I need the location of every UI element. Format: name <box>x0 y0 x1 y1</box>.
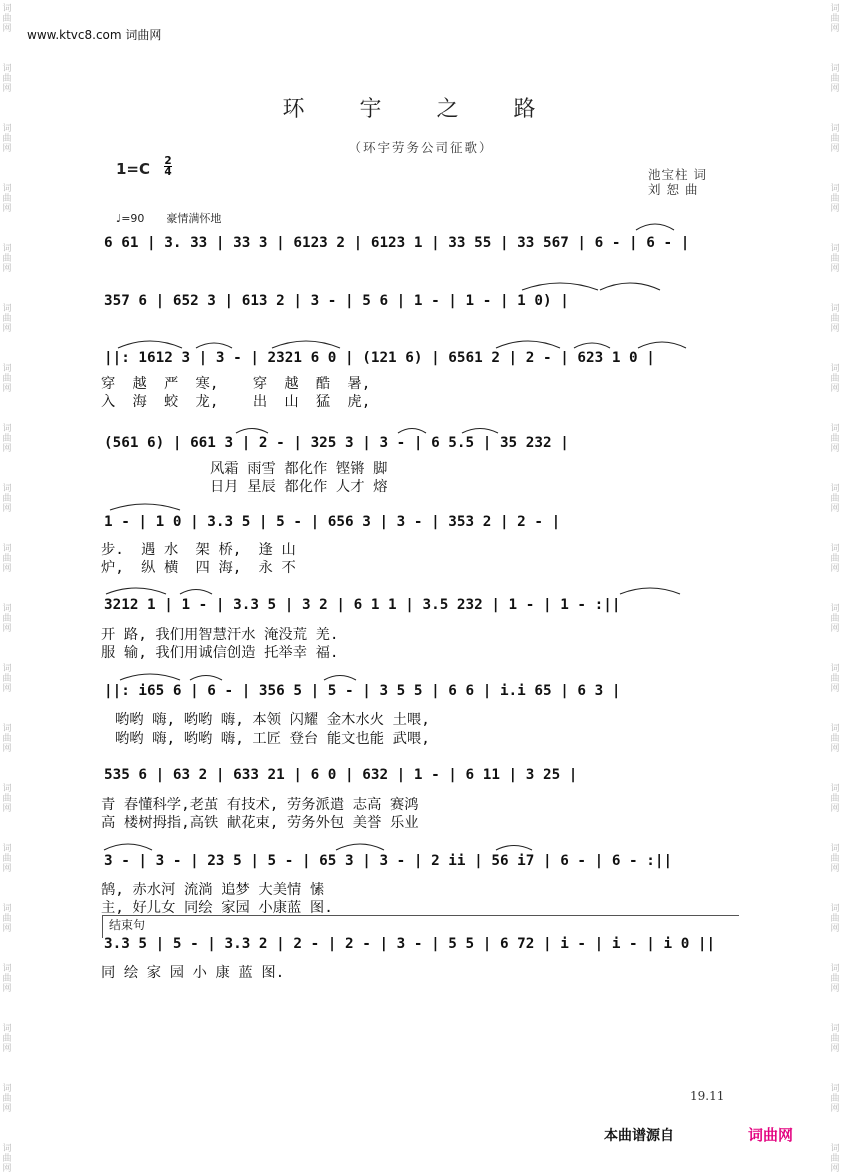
score-row-1: 6 61 | 3. 33 | 33 3 | 6123 2 | 6123 1 | 33 55 | 33 567 | 6 - | 6 - | <box>104 235 690 251</box>
lyrics-row-7-verse-1: 哟哟 嗨, 哟哟 嗨, 本领 闪耀 金木水火 土喂, <box>115 712 430 728</box>
composer-credit: 刘 恕 曲 <box>648 182 699 197</box>
score-row-6: 3212 1 | 1 - | 3.3 5 | 3 2 | 6 1 1 | 3.5 232 | 1 - | 1 - :|| <box>104 597 621 613</box>
expression-mark: 豪情满怀地 <box>166 212 222 225</box>
watermark-mark: 词 曲 网 <box>830 544 840 574</box>
watermark-mark: 词 曲 网 <box>2 424 12 454</box>
lyrics-row-4-verse-1: 风霜 雨雪 都化作 铿锵 脚 <box>210 461 388 477</box>
lyrics-row-9-verse-2: 主, 好儿女 同绘 家园 小康蓝 图. <box>101 900 333 916</box>
score-row-4: (561 6) | 661 3 | 2 - | 325 3 | 3 - | 6 5.5 | 35 232 | <box>104 435 569 451</box>
watermark-mark: 词 曲 网 <box>830 1144 840 1174</box>
song-subtitle: （环宇劳务公司征歌） <box>348 140 494 155</box>
score-row-7: ||: i65 6 | 6 - | 356 5 | 5 - | 3 5 5 | 6 6 | i.i 65 | 6 3 | <box>104 683 621 699</box>
lyricist-credit: 池宝柱 词 <box>648 167 707 182</box>
slur <box>574 343 610 348</box>
slur <box>522 283 598 290</box>
watermark-mark: 词 曲 网 <box>830 484 840 514</box>
slur <box>104 844 152 850</box>
watermark-mark: 词 曲 网 <box>830 124 840 154</box>
watermark-mark: 词 曲 网 <box>830 784 840 814</box>
watermark-mark: 词 曲 网 <box>830 4 840 34</box>
watermark-mark: 词 曲 网 <box>2 244 12 274</box>
slur <box>180 590 212 595</box>
song-title: 环 宇 之 路 <box>282 97 560 122</box>
watermark-mark: 词 曲 网 <box>830 184 840 214</box>
watermark-mark: 词 曲 网 <box>2 124 12 154</box>
watermark-mark: 词 曲 网 <box>830 304 840 334</box>
watermark-mark: 词 曲 网 <box>830 844 840 874</box>
lyrics-row-4-verse-2: 日月 星辰 都化作 人才 熔 <box>210 479 388 495</box>
watermark-mark: 词 曲 网 <box>2 64 12 94</box>
watermark-mark: 词 曲 网 <box>830 604 840 634</box>
lyrics-row-3-verse-2: 入 海 蛟 龙, 出 山 猛 虎, <box>101 394 371 410</box>
watermark-mark: 词 曲 网 <box>2 664 12 694</box>
slur <box>120 674 180 680</box>
slur <box>638 342 686 348</box>
watermark-mark: 词 曲 网 <box>830 664 840 694</box>
watermark-mark: 词 曲 网 <box>2 964 12 994</box>
watermark-mark: 词 曲 网 <box>2 1144 12 1174</box>
lyrics-row-6-verse-2: 服 输, 我们用诚信创造 托举幸 福. <box>101 645 339 661</box>
watermark-mark: 词 曲 网 <box>830 1024 840 1054</box>
slur <box>462 429 498 434</box>
watermark-mark: 词 曲 网 <box>830 904 840 934</box>
slur <box>336 844 384 850</box>
watermark-mark: 词 曲 网 <box>2 364 12 394</box>
site-url[interactable]: www.ktvc8.com 词曲网 <box>27 28 162 42</box>
slur <box>496 341 560 348</box>
watermark-mark: 词 曲 网 <box>830 1084 840 1114</box>
watermark-mark: 词 曲 网 <box>2 484 12 514</box>
watermark-mark: 词 曲 网 <box>2 1024 12 1054</box>
brand-logo[interactable]: 词曲网 <box>748 1126 794 1144</box>
watermark-mark: 词 曲 网 <box>2 1084 12 1114</box>
slur <box>600 283 660 290</box>
slur <box>620 588 680 594</box>
watermark-mark: 词 曲 网 <box>830 964 840 994</box>
watermark-mark: 词 曲 网 <box>2 184 12 214</box>
slur <box>118 341 182 348</box>
score-row-2: 357 6 | 652 3 | 613 2 | 3 - | 5 6 | 1 - | 1 - | 1 0) | <box>104 293 569 309</box>
ending-label: 结束句 <box>109 918 146 932</box>
slur <box>190 676 222 681</box>
key-signature: 1=C <box>116 160 151 178</box>
watermark-mark: 词 曲 网 <box>2 544 12 574</box>
watermark-mark: 词 曲 网 <box>830 64 840 94</box>
source-label: 本曲谱源自 <box>604 1128 674 1144</box>
lyrics-row-5-verse-2: 炉, 纵 横 四 海, 永 不 <box>101 560 296 576</box>
score-row-9: 3 - | 3 - | 23 5 | 5 - | 65 3 | 3 - | 2 ii | 56 i7 | 6 - | 6 - :|| <box>104 853 673 869</box>
score-row-3: ||: 1612 3 | 3 - | 2321 6 0 | (121 6) | 6561 2 | 2 - | 623 1 0 | <box>104 350 655 366</box>
time-top: 2 <box>164 155 172 167</box>
watermark-mark: 词 曲 网 <box>2 4 12 34</box>
watermark-mark: 词 曲 网 <box>830 244 840 274</box>
slur <box>496 846 532 851</box>
slur <box>110 504 180 510</box>
slur <box>106 588 166 594</box>
tempo-value: ♩=90 <box>116 212 145 225</box>
watermark-mark: 词 曲 网 <box>2 844 12 874</box>
date-stamp: 19.11 <box>690 1089 725 1103</box>
score-row-10: 3.3 5 | 5 - | 3.3 2 | 2 - | 2 - | 3 - | 5 5 | 6 72 | i - | i - | i 0 || <box>104 936 716 952</box>
lyrics-row-3-verse-1: 穿 越 严 寒, 穿 越 酷 暑, <box>101 376 371 392</box>
lyrics-row-10: 同 绘 家 园 小 康 蓝 图. <box>101 965 285 981</box>
watermark-mark: 词 曲 网 <box>2 784 12 814</box>
lyrics-row-8-verse-1: 青 春懂科学,老茧 有技术, 劳务派遣 志高 赛鸿 <box>101 797 419 813</box>
lyrics-row-8-verse-2: 高 楼树拇指,高铁 献花束, 劳务外包 美誉 乐业 <box>101 815 419 831</box>
time-bottom: 4 <box>164 166 172 178</box>
lyrics-row-6-verse-1: 开 路, 我们用智慧汗水 淹没荒 羌. <box>101 627 339 643</box>
slur <box>398 429 426 434</box>
watermark-mark: 词 曲 网 <box>830 724 840 754</box>
watermark-mark: 词 曲 网 <box>2 904 12 934</box>
slur <box>236 429 268 434</box>
slur <box>636 224 674 230</box>
lyrics-row-7-verse-2: 哟哟 嗨, 哟哟 嗨, 工匠 登台 能文也能 武喂, <box>115 731 430 747</box>
watermark-mark: 词 曲 网 <box>2 604 12 634</box>
watermark-mark: 词 曲 网 <box>830 424 840 454</box>
score-row-5: 1 - | 1 0 | 3.3 5 | 5 - | 656 3 | 3 - | 353 2 | 2 - | <box>104 514 561 530</box>
score-row-8: 535 6 | 63 2 | 633 21 | 6 0 | 632 | 1 - | 6 11 | 3 25 | <box>104 767 578 783</box>
slur <box>196 343 232 348</box>
watermark-mark: 词 曲 网 <box>2 724 12 754</box>
watermark-mark: 词 曲 网 <box>830 364 840 394</box>
slur <box>324 676 356 681</box>
watermark-mark: 词 曲 网 <box>2 304 12 334</box>
lyrics-row-9-verse-1: 鹄, 赤水河 流淌 追梦 大美情 愫 <box>101 882 325 898</box>
lyrics-row-5-verse-1: 步. 遇 水 架 桥, 逢 山 <box>101 542 296 558</box>
slur <box>272 341 340 348</box>
